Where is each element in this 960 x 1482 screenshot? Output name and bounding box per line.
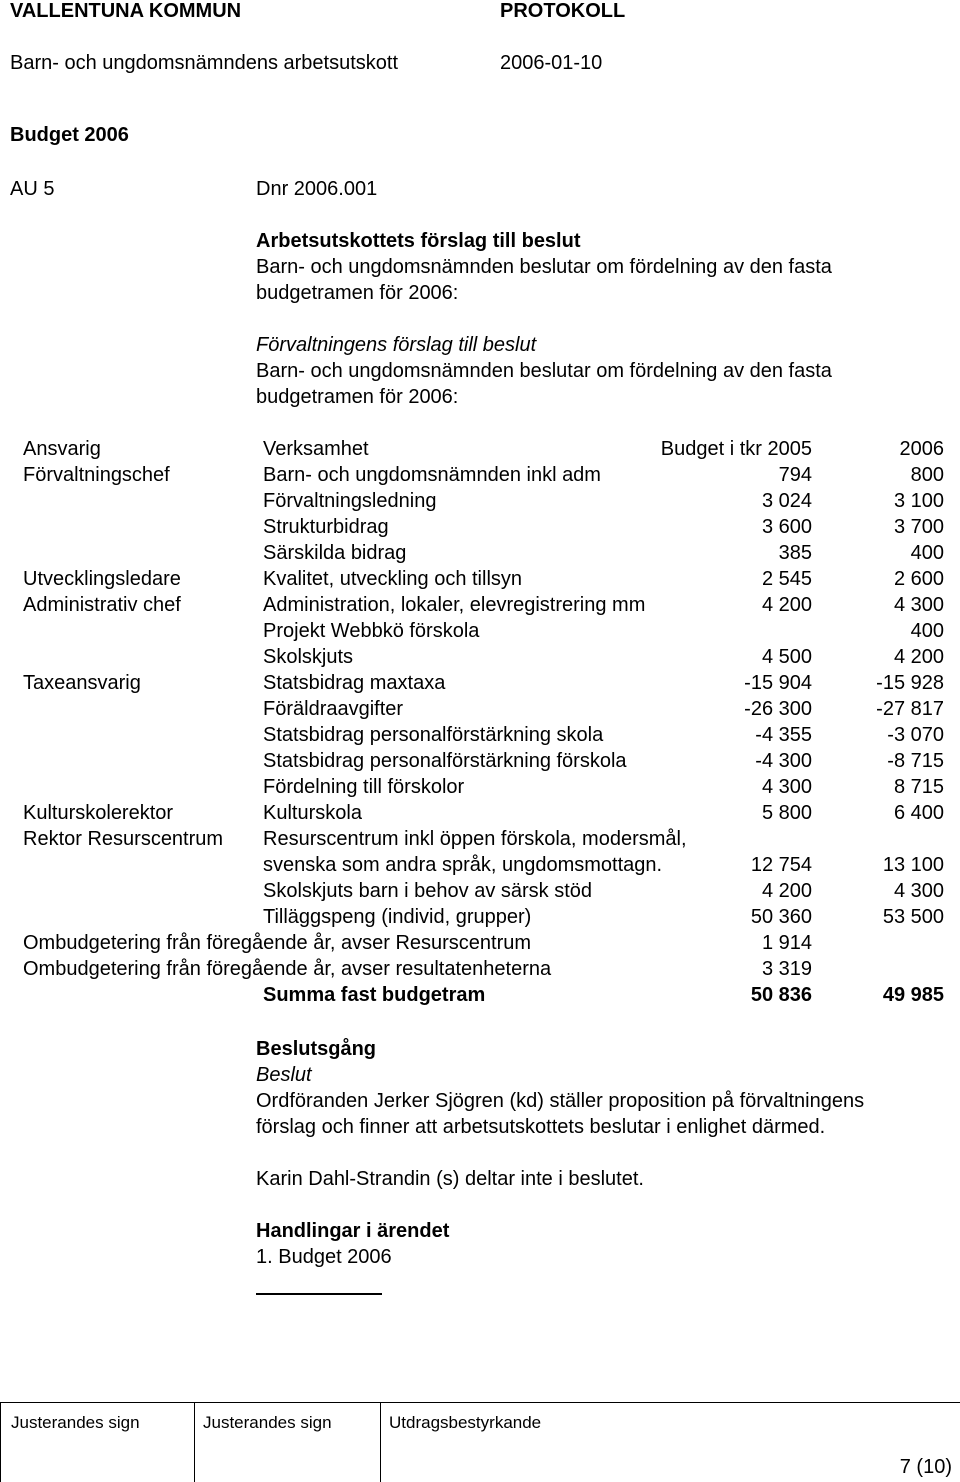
header-budget-2006: 2006 <box>899 438 944 460</box>
committee-name: Barn- och ungdomsnämndens arbetsutskott <box>10 52 398 74</box>
cell-activity: Statsbidrag personalförstärkning förskola <box>263 750 627 772</box>
cell-activity: Barn- och ungdomsnämnden inkl adm <box>263 464 601 486</box>
cell-activity: svenska som andra språk, ungdomsmottagn. <box>263 854 663 876</box>
decision-line: förslag och finner att arbetsutskottets beslutar i enlighet därmed. <box>256 1116 826 1138</box>
au-proposal-section <box>256 228 832 306</box>
cell-budget-2006: 8 715 <box>893 776 944 798</box>
cell-budget-2005: -4 355 <box>755 724 812 746</box>
table-row <box>0 618 960 644</box>
end-rule <box>256 1293 382 1295</box>
page-number: 7 (10) <box>899 1456 952 1478</box>
cell-budget-2005: 2 545 <box>761 568 812 590</box>
cell-activity: Skolskjuts barn i behov av särsk stöd <box>263 880 593 902</box>
cell-budget-2005: 4 200 <box>761 880 812 902</box>
cell-budget-2006: 3 700 <box>893 516 944 538</box>
diary-number: Dnr 2006.001 <box>256 178 378 200</box>
au-number: AU 5 <box>10 178 55 200</box>
cell-budget-2006: 4 300 <box>893 880 944 902</box>
cell-activity: Förvaltningsledning <box>263 490 437 512</box>
budget-table <box>0 436 960 1008</box>
cell-budget-2005: -4 300 <box>755 750 812 772</box>
table-row <box>0 592 960 618</box>
footer-rule <box>0 1402 960 1403</box>
cell-activity: Särskilda bidrag <box>263 542 407 564</box>
cell-role: Utvecklingsledare <box>23 568 181 590</box>
cell-activity: Kvalitet, utveckling och tillsyn <box>263 568 523 590</box>
table-row <box>0 748 960 774</box>
cell-budget-2005: 4 500 <box>761 646 812 668</box>
cell-budget-2005: 5 800 <box>761 802 812 824</box>
sign-label: Justerandes sign <box>11 1413 140 1432</box>
adjustment-row <box>0 956 960 982</box>
table-row <box>0 800 960 826</box>
cell-budget-2005: 794 <box>778 464 812 486</box>
sign-label: Justerandes sign <box>203 1413 332 1432</box>
admin-proposal-line: budgetramen för 2006: <box>256 386 459 408</box>
cell-budget-2006: 6 400 <box>893 802 944 824</box>
adjustment-row <box>0 930 960 956</box>
cell-activity: Tilläggspeng (individ, grupper) <box>263 906 532 928</box>
header-budget-2005: Budget i tkr 2005 <box>660 438 812 460</box>
cell-budget-2005: 50 360 <box>750 906 812 928</box>
cell-budget-2005: 385 <box>778 542 812 564</box>
cell-activity: Statsbidrag maxtaxa <box>263 672 446 694</box>
cell-budget-2005: 3 319 <box>761 958 812 980</box>
decision-heading: Beslutsgång <box>256 1038 377 1060</box>
table-row <box>0 878 960 904</box>
cell-activity: Projekt Webbkö förskola <box>263 620 480 642</box>
cell-budget-2006: 3 100 <box>893 490 944 512</box>
decision-note <box>256 1166 644 1192</box>
header-role: Ansvarig <box>23 438 101 460</box>
cell-activity: Strukturbidrag <box>263 516 389 538</box>
table-row <box>0 904 960 930</box>
cell-budget-2005: 4 300 <box>761 776 812 798</box>
total-budget-2005: 50 836 <box>750 984 812 1006</box>
meeting-date: 2006-01-10 <box>500 52 603 74</box>
table-row <box>0 852 960 878</box>
cell-role: Taxeansvarig <box>23 672 141 694</box>
cell-budget-2006: 400 <box>910 620 944 642</box>
cell-activity: Skolskjuts <box>263 646 354 668</box>
cell-budget-2006: -8 715 <box>887 750 944 772</box>
total-row <box>0 982 960 1008</box>
table-row <box>0 540 960 566</box>
cell-role: Rektor Resurscentrum <box>23 828 224 850</box>
cell-budget-2006: 2 600 <box>893 568 944 590</box>
cell-budget-2005: 1 914 <box>761 932 812 954</box>
admin-proposal-section <box>256 332 832 410</box>
decision-subheading: Beslut <box>256 1064 312 1086</box>
cell-budget-2006: 800 <box>910 464 944 486</box>
au-proposal-heading: Arbetsutskottets förslag till beslut <box>256 230 581 252</box>
total-budget-2006: 49 985 <box>882 984 944 1006</box>
adjustment-text: Ombudgetering från föregående år, avser Resurscentrum <box>23 932 532 954</box>
adjustment-text: Ombudgetering från föregående år, avser resultatenheterna <box>23 958 552 980</box>
total-label: Summa fast budgetram <box>263 984 486 1006</box>
sign-box-1 <box>0 1402 140 1482</box>
decision-section <box>256 1036 864 1140</box>
au-proposal-line: Barn- och ungdomsnämnden beslutar om fördelning av den fasta <box>256 256 832 278</box>
signature-footer <box>0 1396 960 1482</box>
table-header-row <box>0 436 960 462</box>
admin-proposal-line: Barn- och ungdomsnämnden beslutar om fördelning av den fasta <box>256 360 832 382</box>
table-row <box>0 488 960 514</box>
table-row <box>0 670 960 696</box>
document-type: PROTOKOLL <box>500 0 626 22</box>
cell-budget-2005: 3 600 <box>761 516 812 538</box>
organization-name: VALLENTUNA KOMMUN <box>10 0 242 22</box>
cell-activity: Statsbidrag personalförstärkning skola <box>263 724 604 746</box>
table-body <box>0 462 960 1008</box>
table-row <box>0 644 960 670</box>
page-title: Budget 2006 <box>10 124 129 146</box>
table-row <box>0 566 960 592</box>
cell-budget-2005: 12 754 <box>750 854 812 876</box>
cell-role: Administrativ chef <box>23 594 181 616</box>
cell-budget-2006: -15 928 <box>876 672 944 694</box>
cell-budget-2006: 53 500 <box>882 906 944 928</box>
cell-activity: Kulturskola <box>263 802 362 824</box>
cell-role: Förvaltningschef <box>23 464 170 486</box>
cell-activity: Föräldraavgifter <box>263 698 404 720</box>
documents-heading: Handlingar i ärendet <box>256 1220 450 1242</box>
cell-role: Kulturskolerektor <box>23 802 174 824</box>
cell-budget-2006: 13 100 <box>882 854 944 876</box>
cell-budget-2006: -3 070 <box>887 724 944 746</box>
admin-proposal-heading: Förvaltningens förslag till beslut <box>256 334 537 356</box>
cell-budget-2005: -26 300 <box>744 698 812 720</box>
extract-box <box>380 1402 542 1482</box>
abstention-note: Karin Dahl-Strandin (s) deltar inte i beslutet. <box>256 1168 644 1190</box>
cell-budget-2006: 4 300 <box>893 594 944 616</box>
cell-budget-2006: 400 <box>910 542 944 564</box>
table-row <box>0 696 960 722</box>
cell-activity: Fördelning till förskolor <box>263 776 465 798</box>
table-row <box>0 722 960 748</box>
cell-activity: Resurscentrum inkl öppen förskola, modersmål, <box>263 828 687 850</box>
table-row <box>0 774 960 800</box>
cell-budget-2005: -15 904 <box>744 672 812 694</box>
cell-budget-2005: 4 200 <box>761 594 812 616</box>
extract-label: Utdragsbestyrkande <box>389 1413 542 1432</box>
sign-box-2 <box>194 1402 332 1482</box>
cell-budget-2006: 4 200 <box>893 646 944 668</box>
header-activity: Verksamhet <box>263 438 369 460</box>
documents-section <box>256 1218 449 1270</box>
document-item: 1. Budget 2006 <box>256 1246 392 1268</box>
table-row <box>0 462 960 488</box>
au-proposal-line: budgetramen för 2006: <box>256 282 459 304</box>
table-row <box>0 826 960 852</box>
table-row <box>0 514 960 540</box>
cell-activity: Administration, lokaler, elevregistrering mm <box>263 594 646 616</box>
cell-budget-2005: 3 024 <box>761 490 812 512</box>
decision-line: Ordföranden Jerker Sjögren (kd) ställer proposition på förvaltningens <box>256 1090 865 1112</box>
cell-budget-2006: -27 817 <box>876 698 944 720</box>
